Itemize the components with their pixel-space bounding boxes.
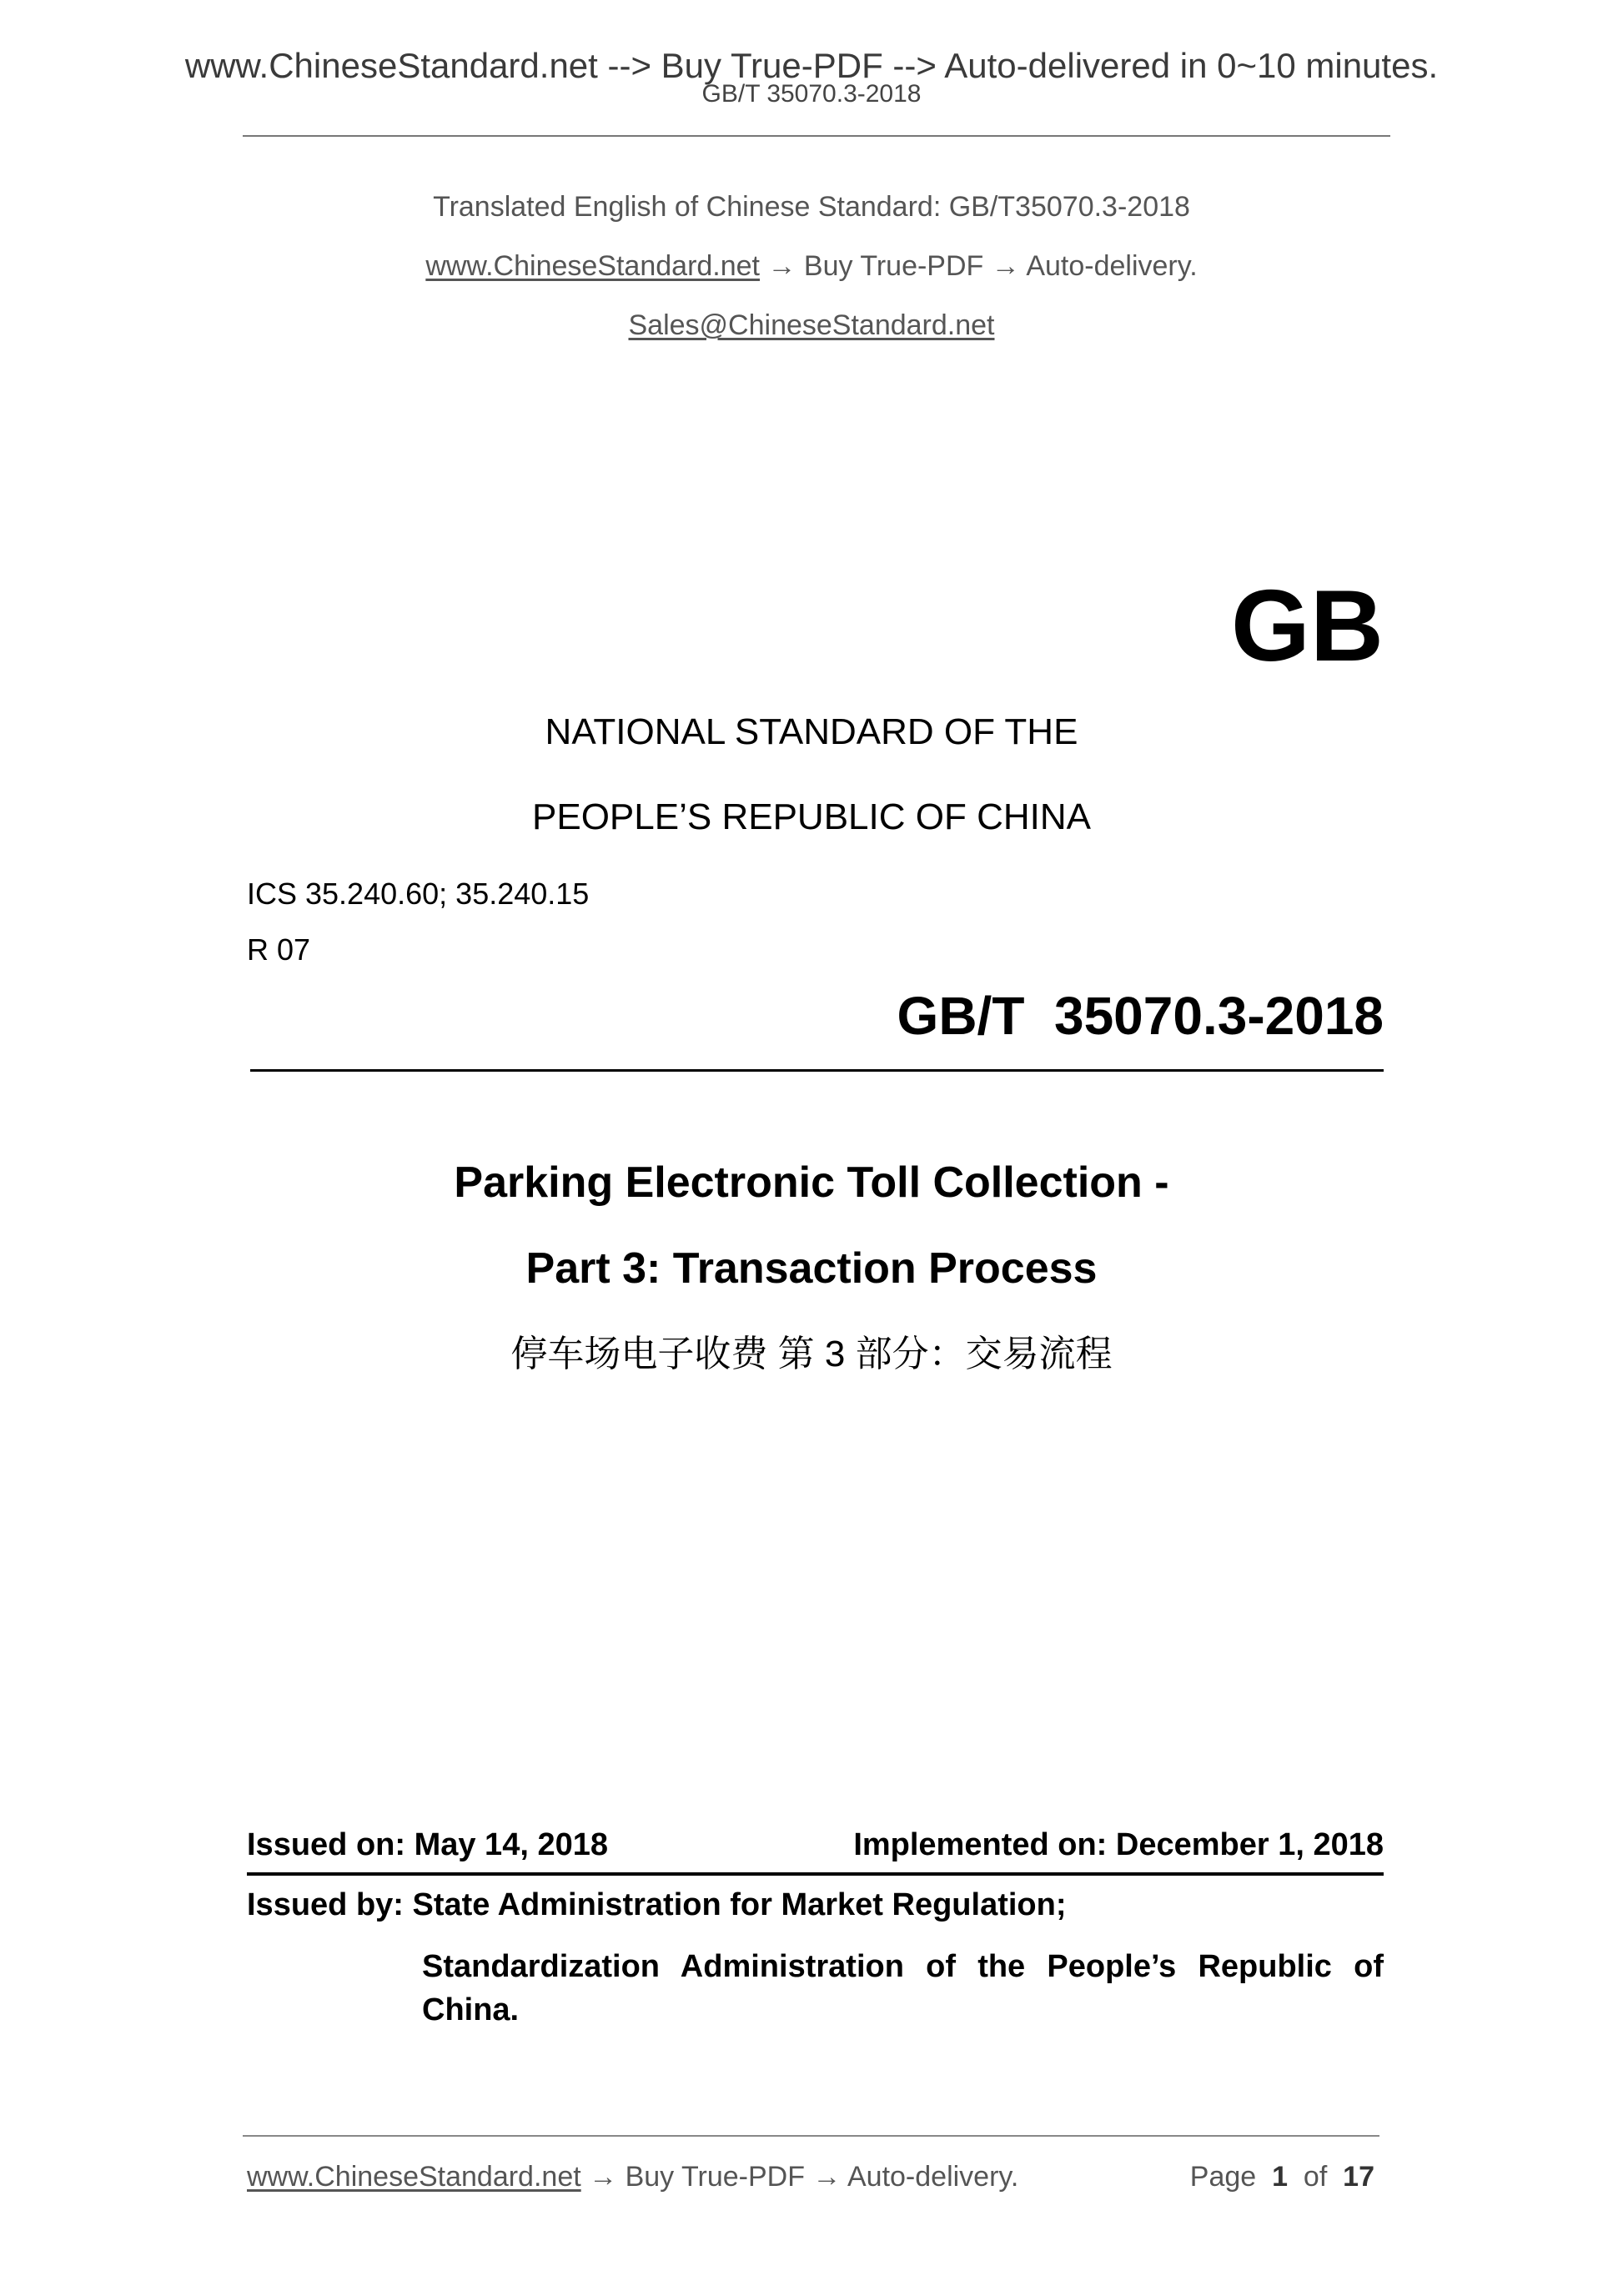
issued-by: Issued by: State Administration for Market Regulation;	[247, 1887, 1067, 1922]
ics-code: ICS 35.240.60; 35.240.15	[247, 877, 590, 911]
header-divider	[243, 135, 1390, 137]
footer-buy-text: → Buy True-PDF → Auto-delivery.	[580, 2161, 1019, 2193]
footer-site-link[interactable]: www.ChineseStandard.net	[247, 2161, 581, 2193]
standard-number-divider	[250, 1069, 1384, 1072]
translated-notice: Translated English of Chinese Standard: GB/T35070.3-2018	[433, 191, 1190, 223]
intro-buy-text: → Buy True-PDF → Auto-delivery.	[760, 250, 1198, 282]
gb-mark: GB	[1231, 569, 1384, 682]
national-standard-line-2: PEOPLE’S REPUBLIC OF CHINA	[532, 796, 1091, 837]
top-banner: www.ChineseStandard.net --> Buy True-PDF --> Auto-delivered in 0~10 minutes.	[184, 46, 1439, 85]
intro-link-line	[0, 248, 1623, 284]
page-indicator	[1190, 2158, 1374, 2195]
page-of: of	[1303, 2161, 1328, 2193]
issued-by-second-authority: Standardization Administration of the People’s Republic of China.	[422, 1949, 1384, 2027]
standard-number: GB/T 35070.3-2018	[897, 986, 1384, 1046]
title-line-1: Parking Electronic Toll Collection -	[454, 1158, 1169, 1207]
r-code: R 07	[247, 932, 311, 967]
title-chinese: 停车场电子收费 第 3 部分：交易流程	[510, 1334, 1113, 1374]
national-standard-line-1: NATIONAL STANDARD OF THE	[545, 711, 1078, 752]
intro-site-link[interactable]: www.ChineseStandard.net	[425, 250, 761, 282]
issue-divider	[247, 1872, 1384, 1876]
sales-email-link[interactable]: Sales@ChineseStandard.net	[628, 309, 995, 341]
header-standard-code: GB/T 35070.3-2018	[701, 80, 922, 108]
page-current: 1	[1272, 2161, 1288, 2193]
page-label: Page	[1189, 2161, 1257, 2193]
page-total: 17	[1343, 2161, 1374, 2193]
intro-email-line	[0, 307, 1623, 344]
implemented-on-date: Implemented on: December 1, 2018	[853, 1827, 1384, 1862]
footer-link-line	[247, 2158, 1018, 2195]
issued-on-date: Issued on: May 14, 2018	[247, 1827, 608, 1862]
title-line-2: Part 3: Transaction Process	[525, 1244, 1098, 1293]
footer-divider	[243, 2135, 1379, 2137]
